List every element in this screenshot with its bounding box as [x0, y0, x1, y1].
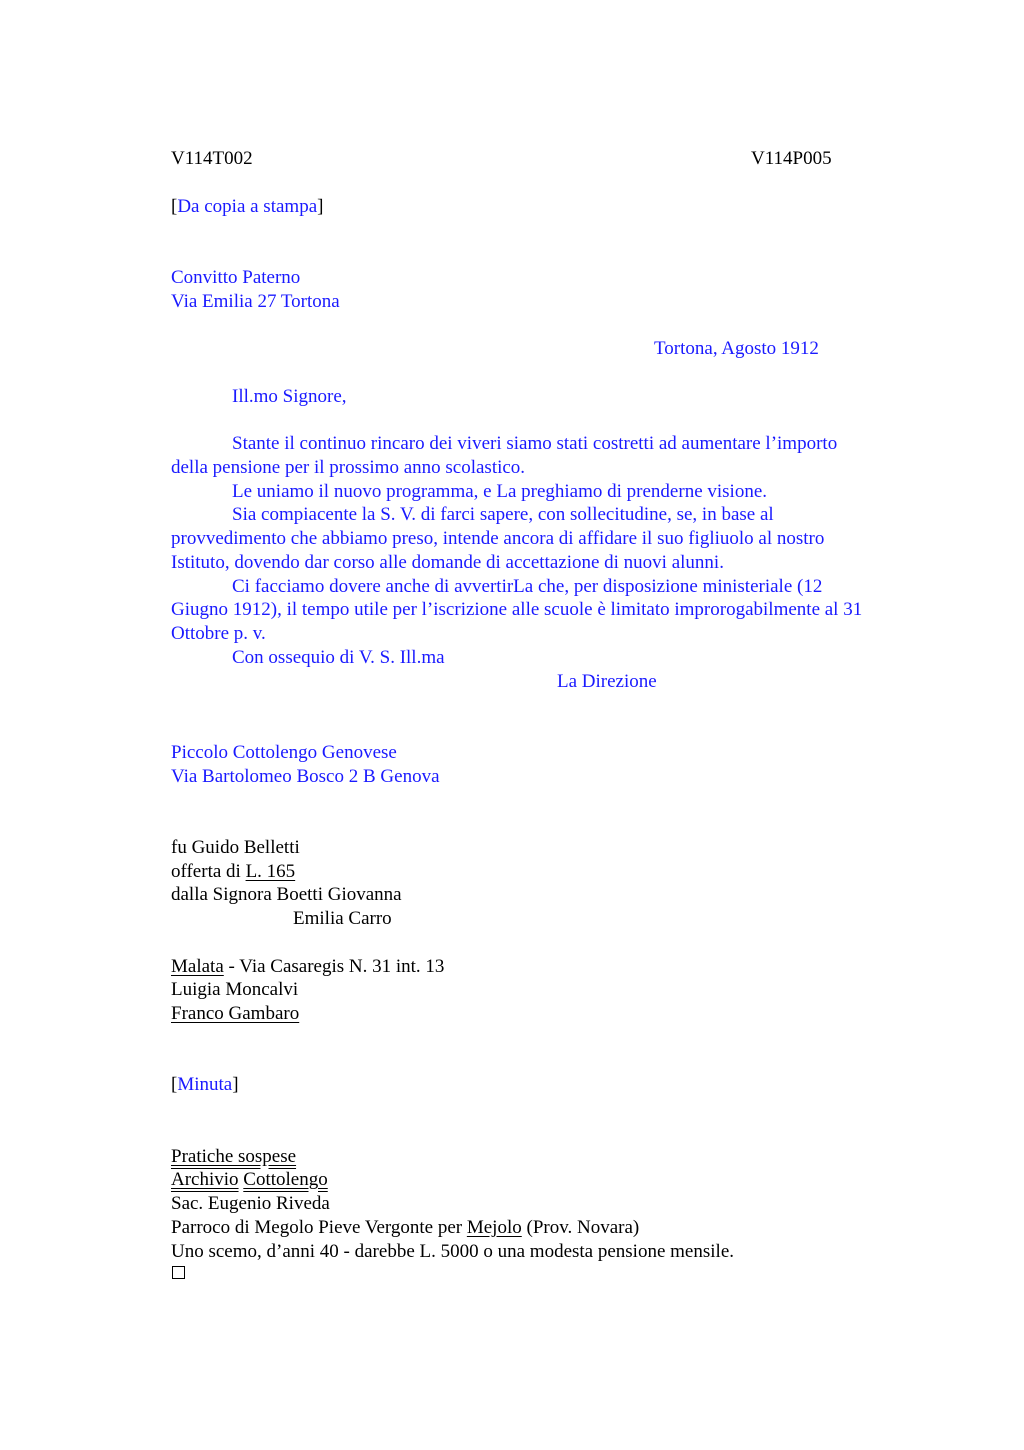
- minuta-text: Minuta: [177, 1074, 233, 1095]
- pending-parish: [171, 1216, 639, 1240]
- pending-title: Pratiche sospese: [171, 1146, 297, 1167]
- patient-note-line-1: [171, 955, 444, 979]
- parish-suffix: (Prov. Novara): [521, 1217, 640, 1238]
- closing-formula: Con ossequio di V. S. Ill.ma: [232, 647, 445, 668]
- salutation: Ill.mo Signore,: [232, 386, 347, 407]
- minuta-open-bracket: [: [171, 1074, 178, 1095]
- source-note-open-bracket: [: [171, 196, 178, 217]
- document-code-right: V114P005: [751, 148, 832, 169]
- offer-note-line-2: [171, 860, 295, 884]
- parish-place: Mejolo: [466, 1217, 522, 1238]
- source-note-text: Da copia a stampa: [177, 196, 318, 217]
- source-note: [171, 195, 323, 219]
- document-code-left: V114T002: [171, 148, 253, 169]
- patient-note-line-3: Franco Gambaro: [171, 1003, 300, 1024]
- offer-note-line-4: Emilia Carro: [293, 908, 392, 929]
- end-box-icon: [172, 1266, 185, 1279]
- archive-word: Archivio: [171, 1169, 239, 1190]
- pending-priest: Sac. Eugenio Riveda: [171, 1193, 330, 1214]
- cottolengo-word: Cottolengo: [243, 1169, 328, 1190]
- recipient-name: Piccolo Cottolengo Genovese: [171, 742, 397, 763]
- body-paragraph-1-line-1: Stante il continuo rincaro dei viveri siamo stati costretti ad aumentare l’importo: [232, 433, 838, 454]
- minuta-note: [171, 1073, 239, 1097]
- offer-note-line-1: fu Guido Belletti: [171, 837, 300, 858]
- source-note-close-bracket: ]: [317, 196, 324, 217]
- sender-name: Convitto Paterno: [171, 267, 301, 288]
- patient-note-line-2: Luigia Moncalvi: [171, 979, 299, 1000]
- body-paragraph-4-line-1: Ci facciamo dovere anche di avvertirLa che, per disposizione ministeriale (12: [232, 576, 823, 597]
- patient-label: Malata: [171, 956, 224, 977]
- recipient-address: Via Bartolomeo Bosco 2 B Genova: [171, 766, 440, 787]
- offer-note-prefix: offerta di: [171, 861, 246, 882]
- patient-address: - Via Casaregis N. 31 int. 13: [223, 956, 445, 977]
- body-paragraph-1-line-2: della pensione per il prossimo anno scolastico.: [171, 457, 526, 478]
- parish-prefix: Parroco di Megolo Pieve Vergonte per: [171, 1217, 467, 1238]
- body-paragraph-3-line-1: Sia compiacente la S. V. di farci sapere, con sollecitudine, se, in base al: [232, 504, 774, 525]
- minuta-close-bracket: ]: [232, 1074, 239, 1095]
- body-paragraph-4-line-2: Giugno 1912), il tempo utile per l’iscrizione alle scuole è limitato improrogabilmente al 31: [171, 599, 863, 620]
- pending-archive-line: [171, 1168, 328, 1192]
- signature: La Direzione: [557, 671, 657, 692]
- letter-date: Tortona, Agosto 1912: [654, 338, 819, 359]
- body-paragraph-3-line-3: Istituto, dovendo dar corso alle domande di accettazione di nuovi alunni.: [171, 552, 724, 573]
- body-paragraph-3-line-2: provvedimento che abbiamo preso, intende ancora di affidare il suo figliuolo al nostro: [171, 528, 825, 549]
- body-paragraph-4-line-3: Ottobre p. v.: [171, 623, 266, 644]
- sender-address: Via Emilia 27 Tortona: [171, 291, 340, 312]
- offer-note-line-3: dalla Signora Boetti Giovanna: [171, 884, 402, 905]
- body-paragraph-2-line-1: Le uniamo il nuovo programma, e La preghiamo di prenderne visione.: [232, 481, 768, 502]
- offer-amount: L. 165: [245, 861, 296, 882]
- pending-case: Uno scemo, d’anni 40 - darebbe L. 5000 o una modesta pensione mensile.: [171, 1241, 734, 1262]
